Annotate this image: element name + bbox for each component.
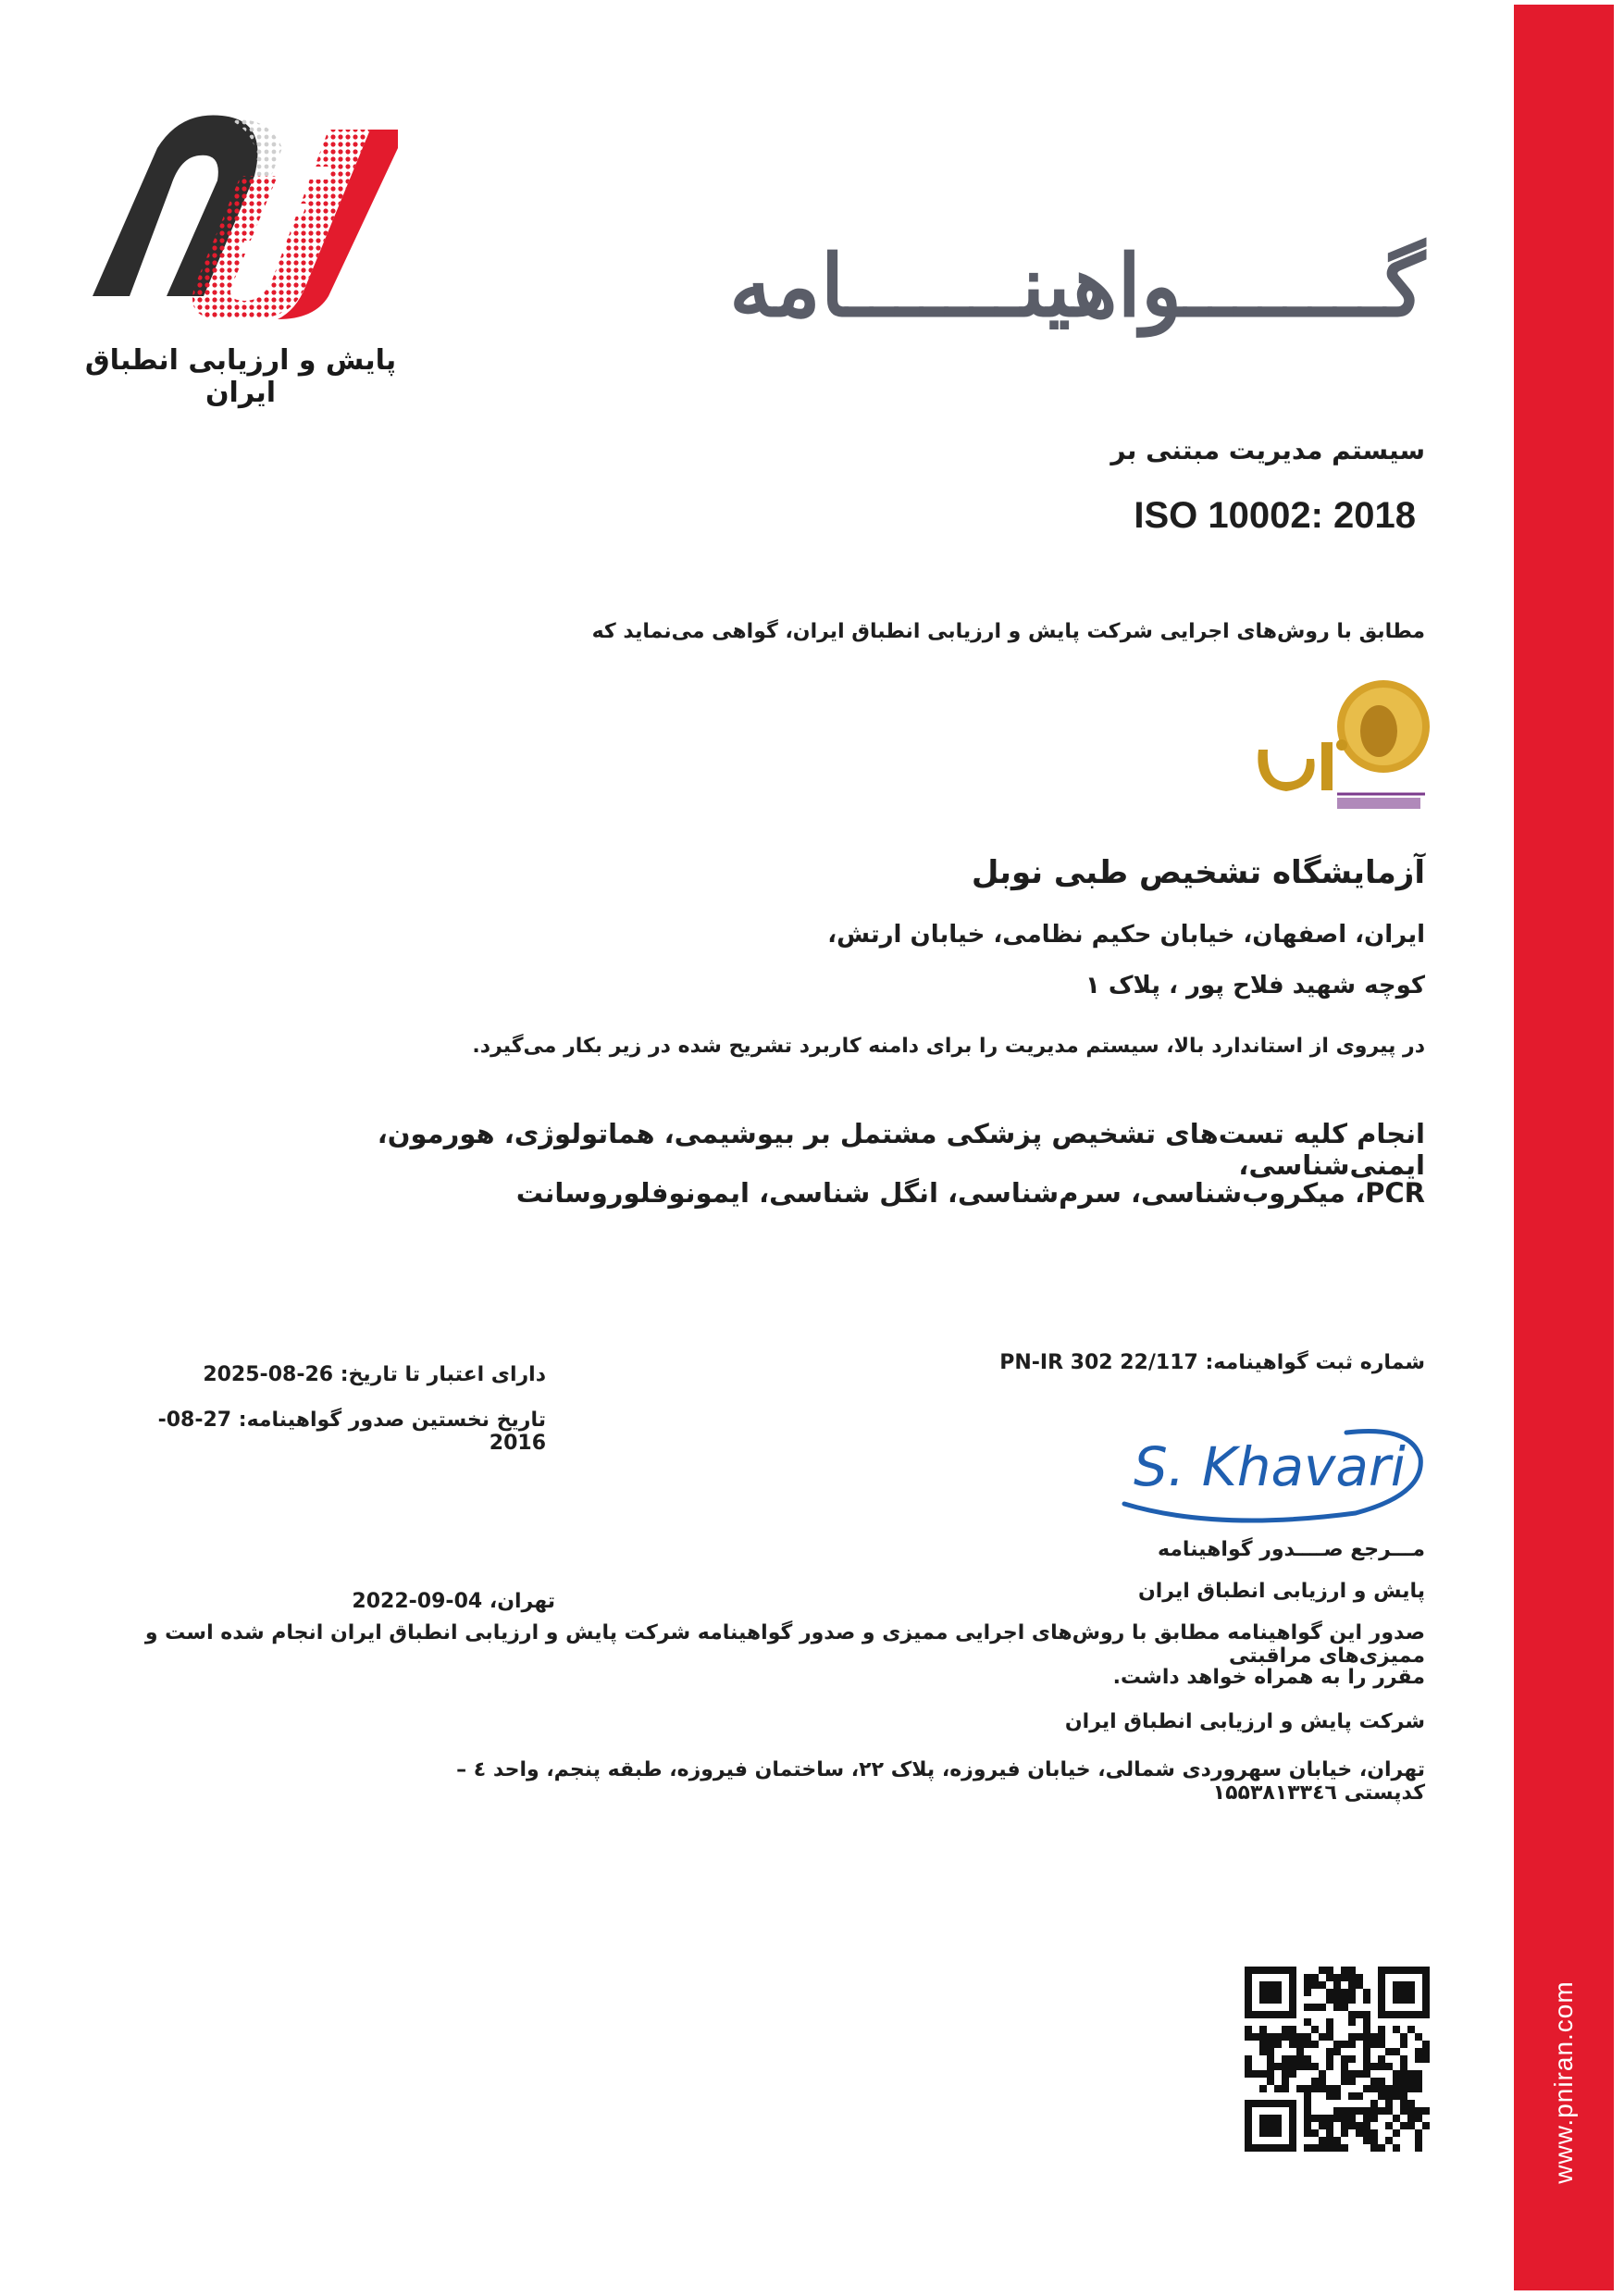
band-url: www.pniran.com	[1549, 1980, 1578, 2184]
client-address-line1: ایران، اصفهان، خیابان حکیم نظامی، خیابان ارتش،	[827, 921, 1425, 949]
issuing-authority-name: پایش و ارزیابی انطباق ایران	[1137, 1580, 1425, 1603]
issuing-authority-label: مـــرجع صــــدور گواهینامه	[1157, 1538, 1425, 1561]
company-name: شرکت پایش و ارزیابی انطباق ایران	[1064, 1710, 1425, 1733]
scope-intro: در پیروی از استاندارد بالا، سیستم مدیریت را برای دامنه کاربرد تشریح شده در زیر بکار می‌گیرد.	[472, 1035, 1425, 1058]
registration-number: شماره ثبت گواهینامه: PN-IR 302 22/117	[999, 1351, 1425, 1374]
notice-line2: مقرر را به همراه خواهد داشت.	[1112, 1666, 1425, 1689]
notice-line1: صدور این گواهینامه مطابق با روش‌های اجرایی ممیزی و صدور گواهینامه شرکت پایش و ارزیابی انطباق ایران انجام شده است و ممیزی‌های مراقبتی	[144, 1621, 1425, 1668]
client-address-line2: کوچه شهید فلاح پور ، پلاک ۱	[1085, 972, 1425, 999]
nobel-medal-logo-icon	[1240, 676, 1434, 824]
red-side-band	[1514, 5, 1614, 2290]
pn-logo-icon	[93, 111, 398, 319]
iso-standard: ISO 10002: 2018	[1134, 495, 1416, 536]
client-name: آزمایشگاه تشخیص طبی نوبل	[971, 854, 1425, 891]
management-system-label: سیستم مدیریت مبتنی بر	[1110, 435, 1425, 465]
first-issue-date: تاریخ نخستین صدور گواهینامه: 27-08-2016	[157, 1409, 546, 1455]
page-title: گــــــــواهینـــــــامه	[729, 236, 1425, 336]
scope-line1: انجام کلیه تست‌های تشخیص پزشکی مشتمل بر بیوشیمی، هماتولوژی، هورمون، ایمنی‌شناسی،	[377, 1118, 1425, 1181]
company-address: تهران، خیابان سهروردی شمالی، خیابان فیروزه، پلاک ۲۲، ساختمان فیروزه، طبقه پنجم، واحد ٤ – کدپستی ۱۵۵۳۸۱۳۳٤٦	[456, 1758, 1425, 1805]
qr-code-icon	[1245, 1967, 1430, 2152]
intro-text: مطابق با روش‌های اجرایی شرکت پایش و ارزیابی انطباق ایران، گواهی می‌نماید که	[591, 620, 1425, 643]
signature-text: S. Khavari	[1134, 1435, 1406, 1498]
valid-until: دارای اعتبار تا تاریخ: 26-08-2025	[203, 1363, 546, 1386]
issue-date: تهران، 04-09-2022	[352, 1590, 555, 1613]
scope-line2: PCR، میکروب‌شناسی، سرم‌شناسی، انگل شناسی، ایمونوفلوروسانت	[515, 1177, 1425, 1209]
logo-caption: پایش و ارزیابی انطباق ایران	[84, 344, 397, 409]
signature	[1106, 1416, 1434, 1527]
